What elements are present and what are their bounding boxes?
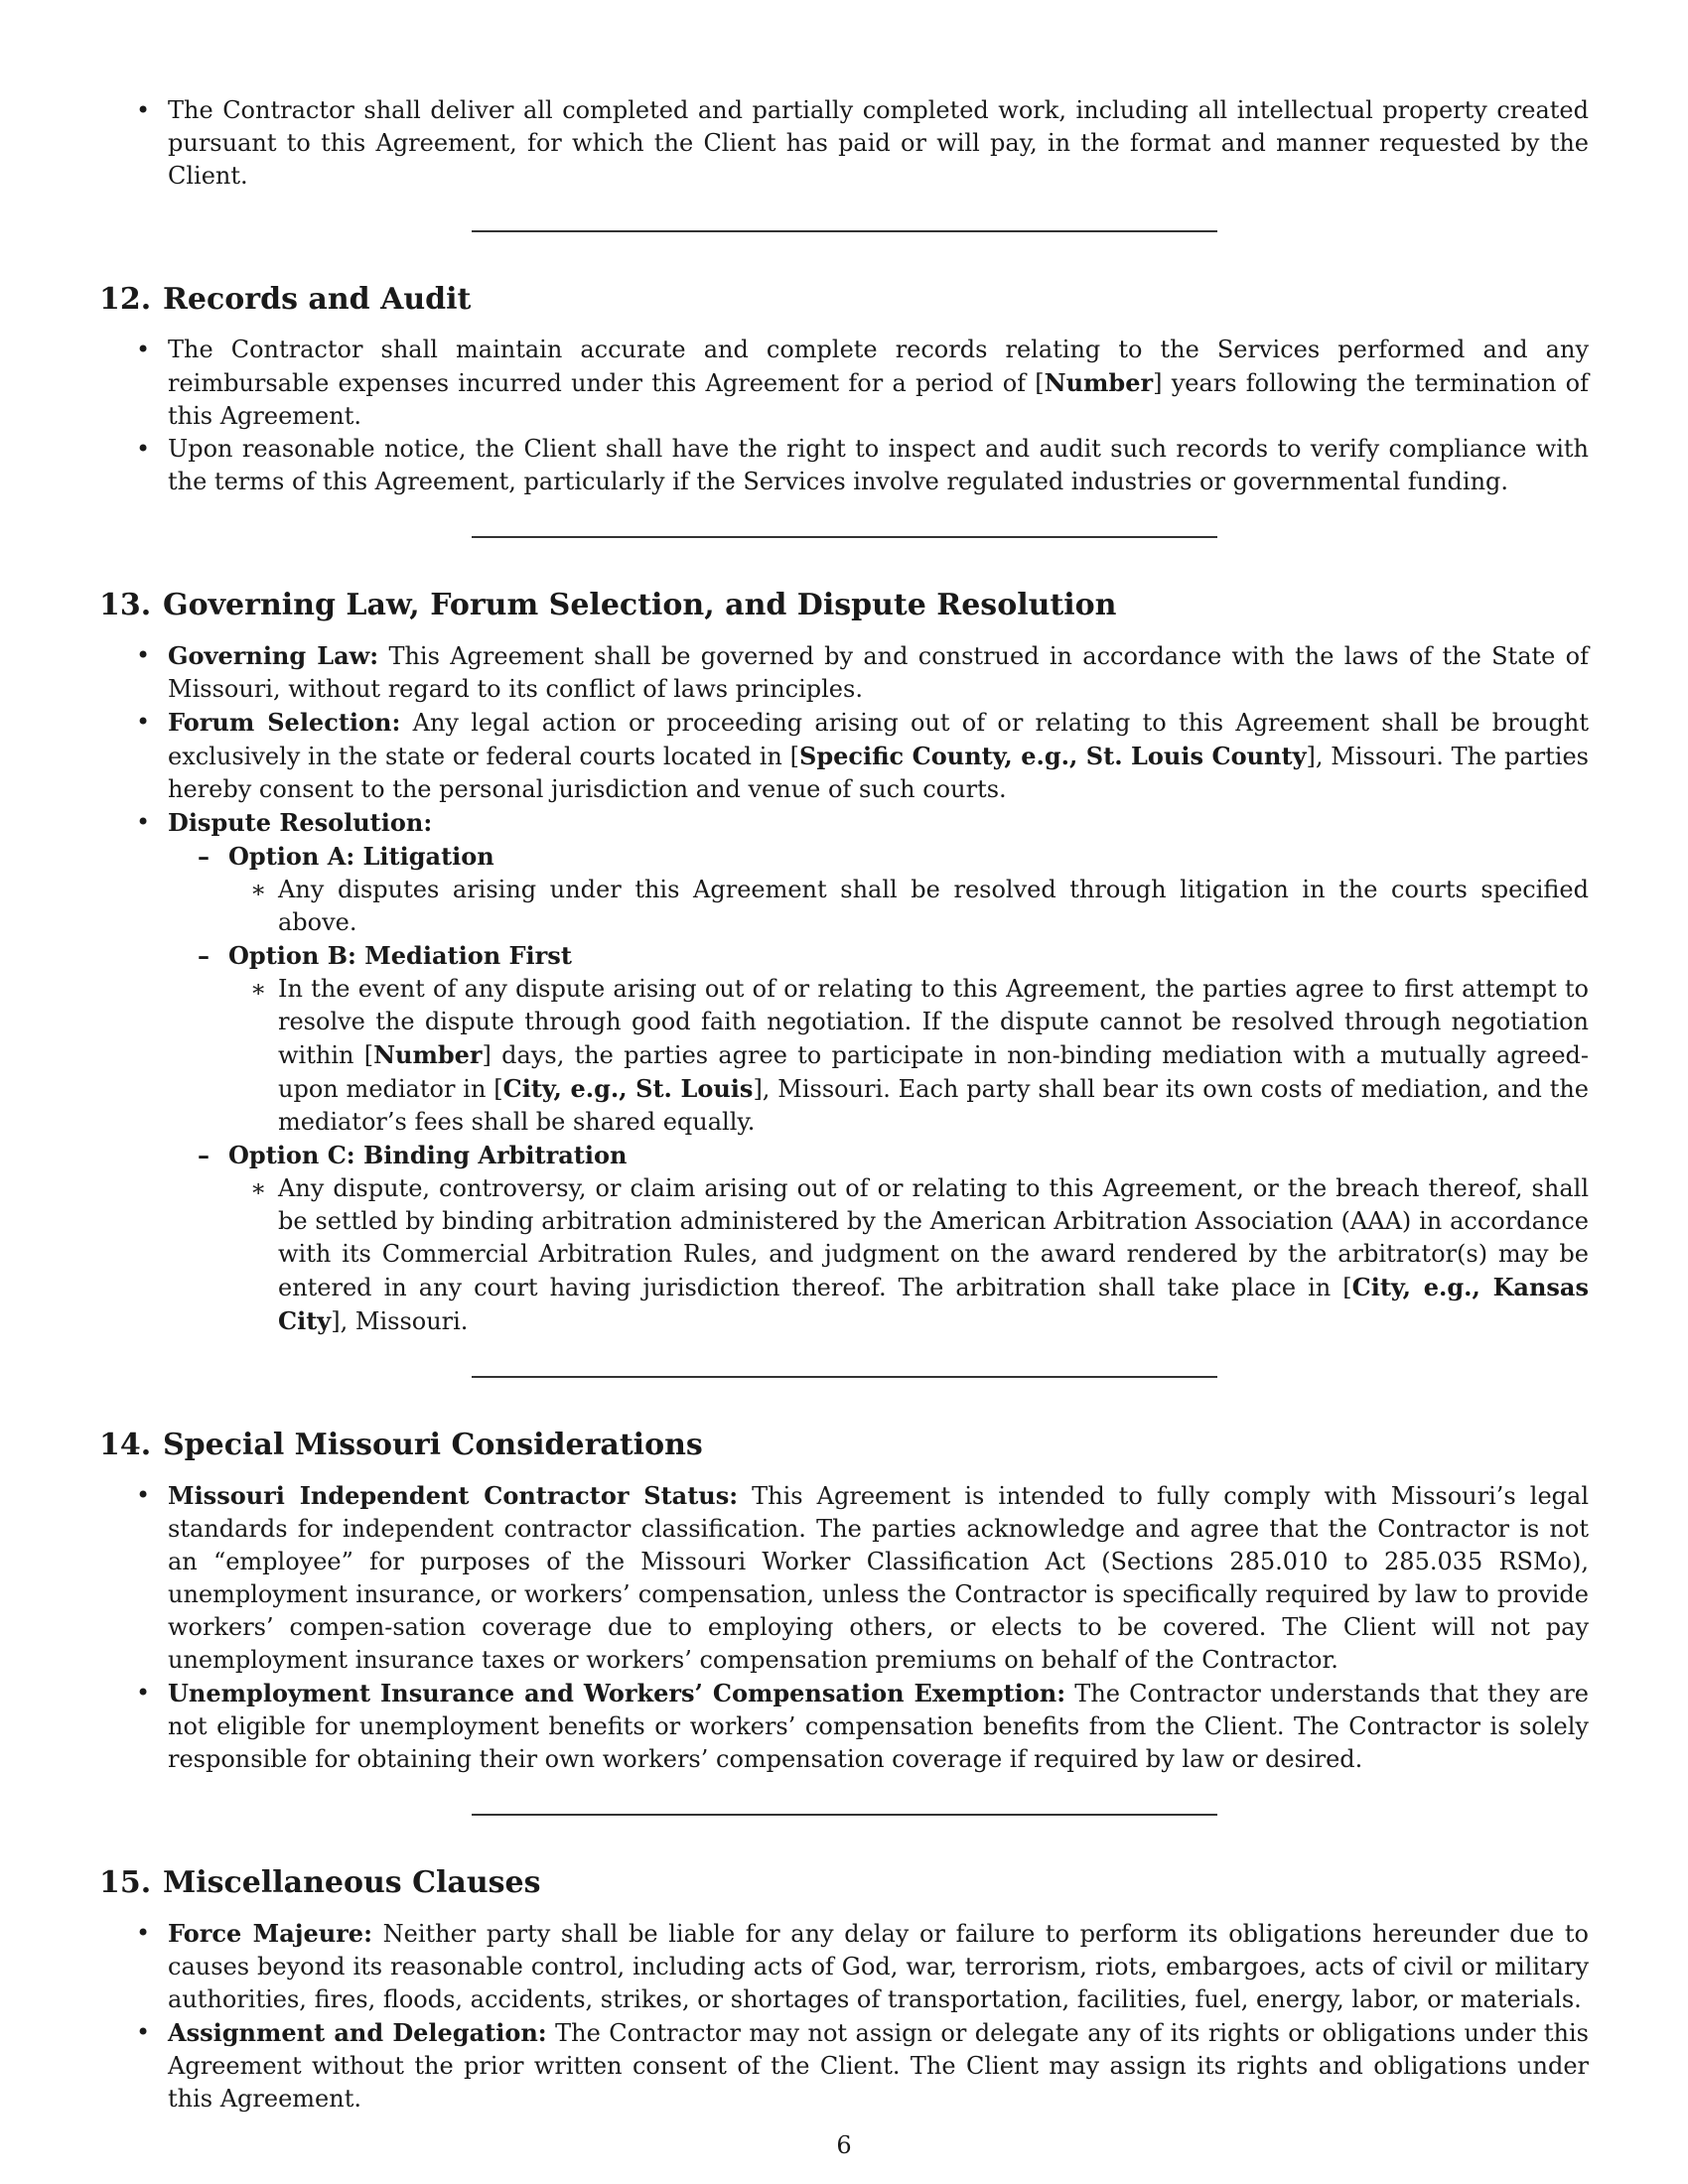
section-14-heading xyxy=(99,1426,1589,1465)
option-c-label: Option C: Binding Arbitration xyxy=(228,1141,628,1169)
list-item xyxy=(99,94,1589,193)
list-item xyxy=(99,433,1589,498)
list-item xyxy=(99,1479,1589,1677)
option-b-text: In the event of any dispute arising out of or relating to this Agreement, the parties agree to first attempt to resolve the dispute through good faith negotiation. If the dispute cannot be resolved through negotiation within [ xyxy=(278,975,1589,1069)
assignment-text: The Contractor may not assign or delegate any of its rights or obligations under this Agreement without the prior written consent of the Client. The Client may assign its rights and obligations under this Agreement. xyxy=(168,2019,1589,2113)
list-item xyxy=(228,973,1589,1139)
assignment-label: Assignment and Delegation: xyxy=(168,2018,547,2047)
forum-text-end: ], Missouri. The parties hereby consent to the personal jurisdiction and venue of such courts. xyxy=(168,743,1589,803)
option-b-text-end: ], Missouri. Each party shall bear its own costs of mediation, and the mediator’s fees shall be shared equally. xyxy=(278,1075,1589,1136)
unemployment-label: Unemployment Insurance and Workers’ Compensation Exemption: xyxy=(168,1679,1066,1707)
option-a-list xyxy=(228,874,1589,939)
list-item xyxy=(99,1677,1589,1776)
list-item xyxy=(99,806,1589,1338)
section-12-list xyxy=(99,334,1589,498)
section-13-list xyxy=(99,639,1589,1338)
option-item xyxy=(168,840,1589,939)
list-item xyxy=(99,2016,1589,2116)
placeholder-city: City, e.g., Kansas City xyxy=(278,1273,1589,1335)
records-text: The Contractor shall maintain accurate and complete records relating to the Services performed and any reimbursable expenses incurred under this Agreement for a period of [ xyxy=(168,336,1589,397)
section-divider xyxy=(472,1376,1217,1378)
list-item xyxy=(99,639,1589,706)
option-a-text: Any disputes arising under this Agreement shall be resolved through litigation in the courts specified above. xyxy=(278,876,1589,936)
option-b-label: Option B: Mediation First xyxy=(228,941,572,970)
option-c-list xyxy=(228,1172,1589,1338)
section-title: Miscellaneous Clauses xyxy=(163,1865,541,1900)
forum-selection-label: Forum Selection: xyxy=(168,708,401,737)
page-number: 6 xyxy=(836,2131,852,2159)
placeholder-number: Number xyxy=(1044,368,1154,397)
section-number: 15. xyxy=(99,1865,152,1900)
document-page xyxy=(99,94,1589,2116)
section-number: 13. xyxy=(99,588,152,622)
list-item xyxy=(228,1172,1589,1338)
option-c-text-end: ], Missouri. xyxy=(331,1307,469,1335)
section-14-list xyxy=(99,1479,1589,1776)
force-majeure-text: Neither party shall be liable for any delay or failure to perform its obligations hereunder due to causes beyond its reasonable control, including acts of God, war, terrorism, riots, embargoes, acts of civil or military authorities, fires, floods, accidents, strikes, or shortages of transportation, facilities, fuel, energy, labor, or materials. xyxy=(168,1920,1589,2013)
option-b-text-mid: ] days, the parties agree to participate in non-binding mediation with a mutually agreed-upon mediator in [ xyxy=(278,1041,1589,1103)
section-title: Governing Law, Forum Selection, and Dispute Resolution xyxy=(163,588,1117,622)
list-item xyxy=(228,874,1589,939)
forum-text: Any legal action or proceeding arising out of or relating to this Agreement shall be brought exclusively in the state or federal courts located in [ xyxy=(168,709,1589,770)
section-12-heading xyxy=(99,280,1589,320)
section-number: 14. xyxy=(99,1428,152,1462)
list-item xyxy=(99,1917,1589,2016)
section-divider xyxy=(472,1814,1217,1816)
placeholder-city: City, e.g., St. Louis xyxy=(502,1074,754,1103)
option-a-label: Option A: Litigation xyxy=(228,842,494,871)
section-number: 12. xyxy=(99,282,152,317)
unemployment-text: The Contractor understands that they are not eligible for unemployment benefits or workers’ compensation benefits from the Client. The Contractor is solely responsible for obtaining their own workers’ compensation coverage if required by law or desired. xyxy=(168,1680,1590,1773)
dispute-options-list xyxy=(168,840,1589,1338)
contractor-status-label: Missouri Independent Contractor Status: xyxy=(168,1481,739,1510)
list-item xyxy=(99,706,1589,806)
section-divider xyxy=(472,230,1217,232)
option-b-list xyxy=(228,973,1589,1139)
section-divider xyxy=(472,536,1217,538)
governing-law-text: This Agreement shall be governed by and construed in accordance with the laws of the State of Missouri, without regard to its conflict of laws principles. xyxy=(168,642,1589,703)
force-majeure-label: Force Majeure: xyxy=(168,1919,372,1948)
section-title: Special Missouri Considerations xyxy=(163,1428,703,1462)
placeholder-county: Specific County, e.g., St. Louis County xyxy=(798,742,1307,770)
placeholder-number: Number xyxy=(373,1040,483,1069)
audit-text: Upon reasonable notice, the Client shall have the right to inspect and audit such records to verify compliance with the terms of this Agreement, particularly if the Services involve regulated industries or governmental funding. xyxy=(168,435,1589,495)
option-item xyxy=(168,939,1589,1139)
option-c-text: Any dispute, controversy, or claim arising out of or relating to this Agreement, or the breach thereof, shall be settled by binding arbitration administered by the American Arbitration Association (AAA) in accordance with its Commercial Arbitration Rules, and judgment on the award rendered by the arbitrator(s) may be entered in any court having jurisdiction thereof. The arbitration shall take place in [ xyxy=(278,1174,1589,1301)
section-13-heading xyxy=(99,586,1589,625)
dispute-resolution-label: Dispute Resolution: xyxy=(168,808,433,837)
governing-law-label: Governing Law: xyxy=(168,641,379,670)
records-text-end: ] years following the termination of this Agreement. xyxy=(168,369,1590,430)
section-15-heading xyxy=(99,1863,1589,1903)
contractor-status-text: This Agreement is intended to fully comply with Missouri’s legal standards for independent contractor classification. The parties acknowledge and agree that the Contractor is not an “employee” for purposes of the Missouri Worker Classification Act (Sections 285.010 to 285.035 RSMo), unemployment insurance, or workers’ compensation, unless the Contractor is specifically required by law to provide workers’ compen-sation coverage due to employing others, or elects to be covered. The Client will not pay unemployment insurance taxes or workers’ compensation premiums on behalf of the Contractor. xyxy=(168,1482,1589,1674)
section-15-list xyxy=(99,1917,1589,2116)
intro-bullet-text: The Contractor shall deliver all completed and partially completed work, including all intellectual property created pursuant to this Agreement, for which the Client has paid or will pay, in the format and manner requested by the Client. xyxy=(168,96,1589,190)
list-item xyxy=(99,334,1589,433)
section-title: Records and Audit xyxy=(163,282,472,317)
option-item xyxy=(168,1139,1589,1338)
intro-list xyxy=(99,94,1589,193)
